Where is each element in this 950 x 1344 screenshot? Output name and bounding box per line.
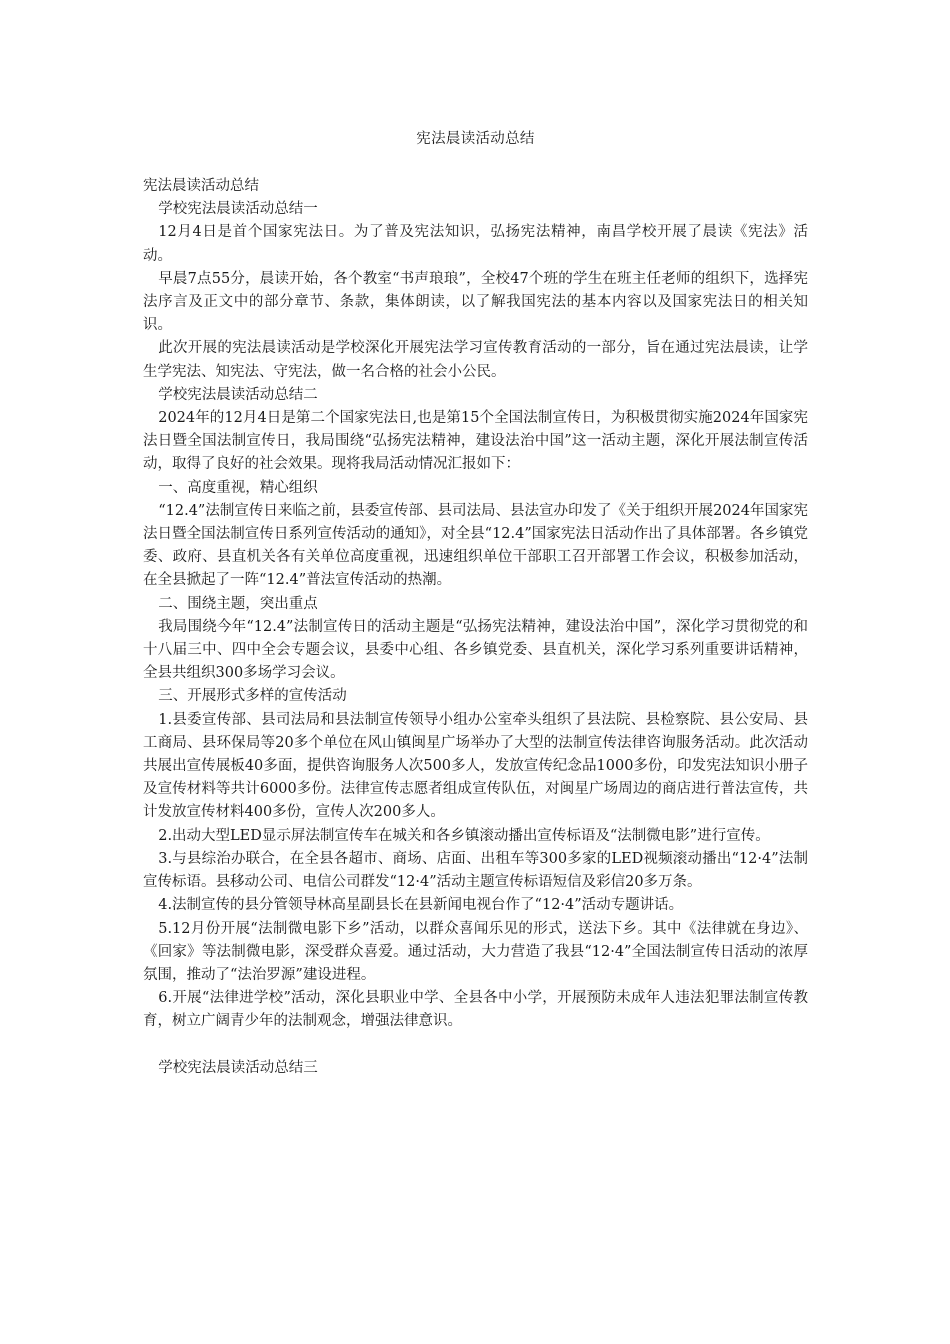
- document-title: 宪法晨读活动总结: [416, 131, 535, 147]
- paragraph-heading: 宪法晨读活动总结: [143, 178, 259, 194]
- list-item: 4.法制宣传的县分管领导林高星副县长在县新闻电视台作了“12·4”活动专题讲话。: [158, 897, 684, 914]
- section-heading-3: 学校宪法晨读活动总结三: [158, 1059, 318, 1076]
- list-item: 1.县委宣传部、县司法局和县法制宣传领导小组办公室牵头组织了县法院、县检察院、县公安局、县工商局、县环保局等20多个单位在风山镇闽星广场举办了大型的法制宣传法律咨询服务活动。此次活动共展出宣传展板40多面，提供咨询服务人次500多人，发放宣传纪念品1000多份，印发宪法知识小册子及宣传材料等共计6000多份。法律宣传志愿者组成宣传队伍，对闽星广场周边的商店进行普法宣传，共计发放宣传材料400多份，宣传人次200多人。: [143, 711, 808, 821]
- subheading: 二、围绕主题，突出重点: [158, 595, 318, 612]
- paragraph: 早晨7点55分，晨读开始，各个教室“书声琅琅”，全校47个班的学生在班主任老师的组织下，选择宪法序言及正文中的部分章节、条款，集体朗读，以了解我国宪法的基本内容以及国家宪法日的相关知识。: [143, 270, 808, 334]
- section-heading-2: 学校宪法晨读活动总结二: [158, 386, 318, 403]
- subheading: 三、开展形式多样的宣传活动: [158, 688, 347, 705]
- paragraph: 12月4日是首个国家宪法日。为了普及宪法知识，弘扬宪法精神，南昌学校开展了晨读《宪法》活动。: [143, 224, 808, 264]
- list-item: 3.与县综治办联合，在全县各超市、商场、店面、出租车等300多家的LED视频滚动播出“12·4”法制宣传标语。县移动公司、电信公司群发“12·4”活动主题宣传标语短信及彩信20多万条。: [143, 850, 808, 891]
- paragraph: 我局围绕今年“12.4”法制宣传日的活动主题是“弘扬宪法精神，建设法治中国”，深化学习贯彻党的和十八届三中、四中全会专题会议，县委中心组、各乡镇党委、县直机关，深化学习系列重要讲话精神，全县共组织300多场学习会议。: [143, 618, 808, 682]
- list-item: 5.12月份开展“法制微电影下乡”活动，以群众喜闻乐见的形式，送法下乡。其中《法律就在身边》、《回家》等法制微电影，深受群众喜爱。通过活动，大力营造了我县“12·4”全国法制宣传日活动的浓厚氛围，推动了“法治罗源”建设进程。: [143, 920, 808, 983]
- section-heading-1: 学校宪法晨读活动总结一: [158, 201, 318, 218]
- subheading: 一、高度重视，精心组织: [158, 479, 318, 496]
- paragraph: 此次开展的宪法晨读活动是学校深化开展宪法学习宣传教育活动的一部分，旨在通过宪法晨读，让学生学宪法、知宪法、守宪法，做一名合格的社会小公民。: [143, 340, 808, 380]
- paragraph: “12.4”法制宣传日来临之前，县委宣传部、县司法局、县法宣办印发了《关于组织开展2024年国家宪法日暨全国法制宣传日系列宣传活动的通知》，对全县“12.4”国家宪法日活动作出了具体部署。各乡镇党委、政府、县直机关各有关单位高度重视，迅速组织单位干部职工召开部署工作会议，积极参加活动，在全县掀起了一阵“12.4”普法宣传活动的热潮。: [143, 502, 808, 589]
- list-item: 2.出动大型LED显示屏法制宣传车在城关和各乡镇滚动播出宣传标语及“法制微电影”进行宣传。: [158, 827, 770, 844]
- list-item: 6.开展“法律进学校”活动，深化县职业中学、全县各中小学，开展预防未成年人违法犯罪法制宣传教育，树立广阔青少年的法制观念，增强法律意识。: [143, 990, 808, 1030]
- paragraph: 2024年的12月4日是第二个国家宪法日,也是第15个全国法制宣传日，为积极贯彻实施2024年国家宪法日暨全国法制宣传日，我局围绕“弘扬宪法精神，建设法治中国”这一活动主题，深化开展法制宣传活动，取得了良好的社会效果。现将我局活动情况汇报如下：: [143, 410, 808, 473]
- document-body: [143, 175, 808, 1080]
